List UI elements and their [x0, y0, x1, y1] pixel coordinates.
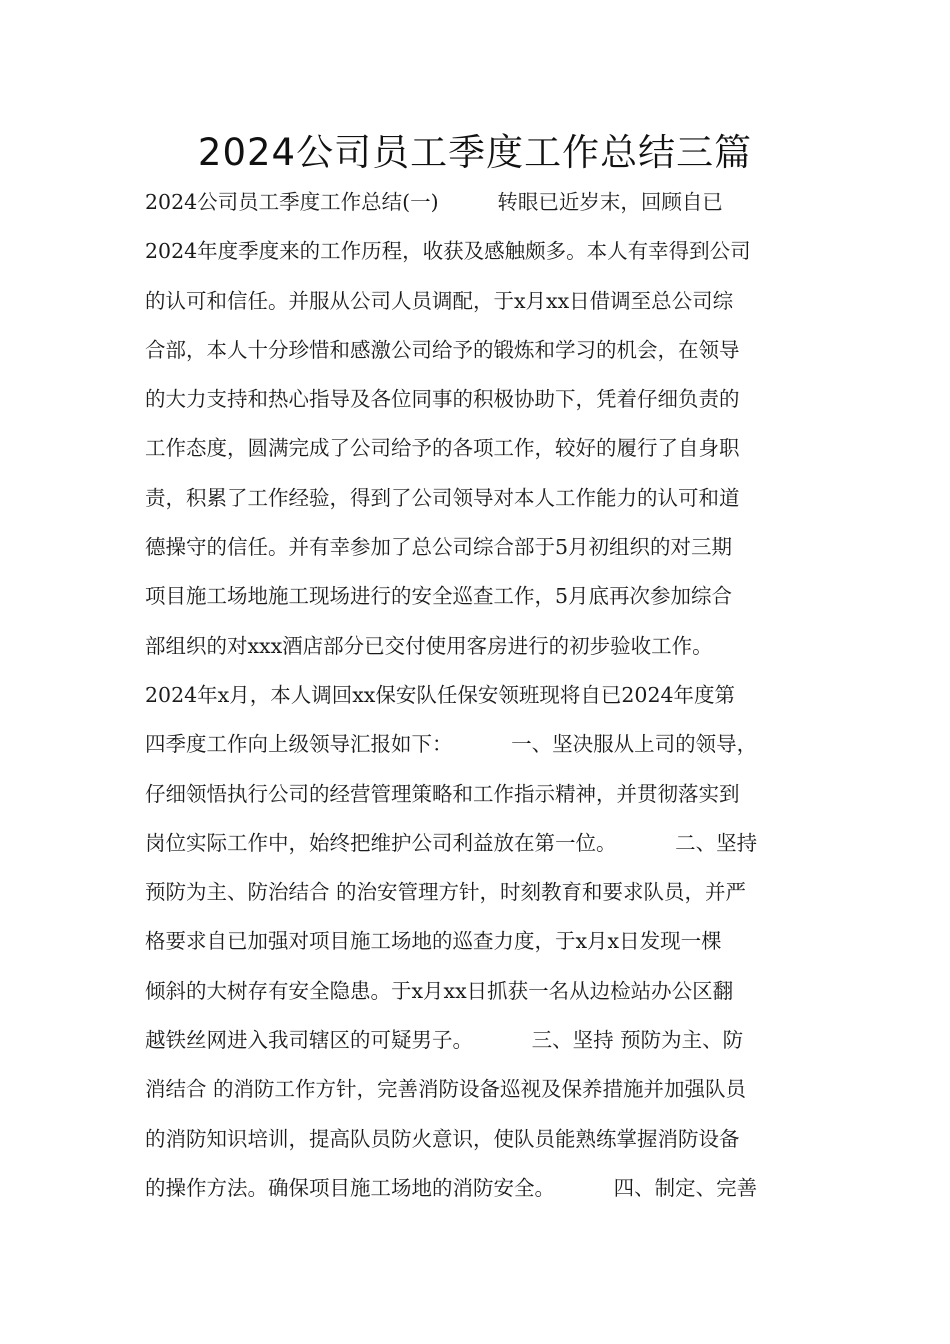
document-body — [145, 178, 810, 1213]
body-line: 工作态度，圆满完成了公司给予的各项工作，较好的履行了自身职 — [145, 436, 740, 461]
body-line: 越铁丝网进入我司辖区的可疑男子。 三、坚持 预防为主、防 — [145, 1028, 744, 1053]
body-line: 岗位实际工作中，始终把维护公司利益放在第一位。 二、坚持 — [145, 830, 758, 855]
body-line: 的消防知识培训，提高队员防火意识，使队员能熟练掌握消防设备 — [145, 1126, 740, 1151]
body-line: 部组织的对xxx酒店部分已交付使用客房进行的初步验收工作。 — [145, 633, 713, 658]
body-line: 预防为主、防治结合 的治安管理方针，时刻教育和要求队员，并严 — [145, 880, 747, 905]
body-line: 四季度工作向上级领导汇报如下： 一、坚决服从上司的领导， — [145, 732, 758, 757]
body-line: 消结合 的消防工作方针，完善消防设备巡视及保养措施并加强队员 — [145, 1077, 747, 1102]
body-line: 德操守的信任。并有幸参加了总公司综合部于5月初组织的对三期 — [145, 535, 733, 560]
body-line: 2024公司员工季度工作总结(一) 转眼已近岁末，回顾自已 — [145, 190, 723, 214]
body-line: 2024年度季度来的工作历程，收获及感触颇多。本人有幸得到公司 — [145, 239, 751, 264]
body-line: 的认可和信任。并服从公司人员调配，于x月xx日借调至总公司综 — [145, 288, 734, 313]
body-line: 格要求自已加强对项目施工场地的巡查力度，于x月x日发现一棵 — [145, 929, 722, 954]
body-line: 仔细领悟执行公司的经营管理策略和工作指示精神，并贯彻落实到 — [145, 781, 740, 806]
body-line: 2024年x月，本人调回xx保安队任保安领班现将自已2024年度第 — [145, 682, 736, 707]
body-line: 责，积累了工作经验，得到了公司领导对本人工作能力的认可和道 — [145, 485, 740, 510]
body-line: 合部，本人十分珍惜和感激公司给予的锻炼和学习的机会，在领导 — [145, 337, 740, 362]
document-title: 2024公司员工季度工作总结三篇 — [197, 131, 753, 174]
body-line: 倾斜的大树存有安全隐患。于x月xx日抓获一名从边检站办公区翻 — [145, 978, 734, 1003]
body-line: 的大力支持和热心指导及各位同事的积极协助下，凭着仔细负责的 — [145, 387, 740, 412]
body-line: 项目施工场地施工现场进行的安全巡查工作，5月底再次参加综合 — [145, 584, 733, 609]
body-line: 的操作方法。确保项目施工场地的消防安全。 四、制定、完善 — [145, 1175, 758, 1200]
